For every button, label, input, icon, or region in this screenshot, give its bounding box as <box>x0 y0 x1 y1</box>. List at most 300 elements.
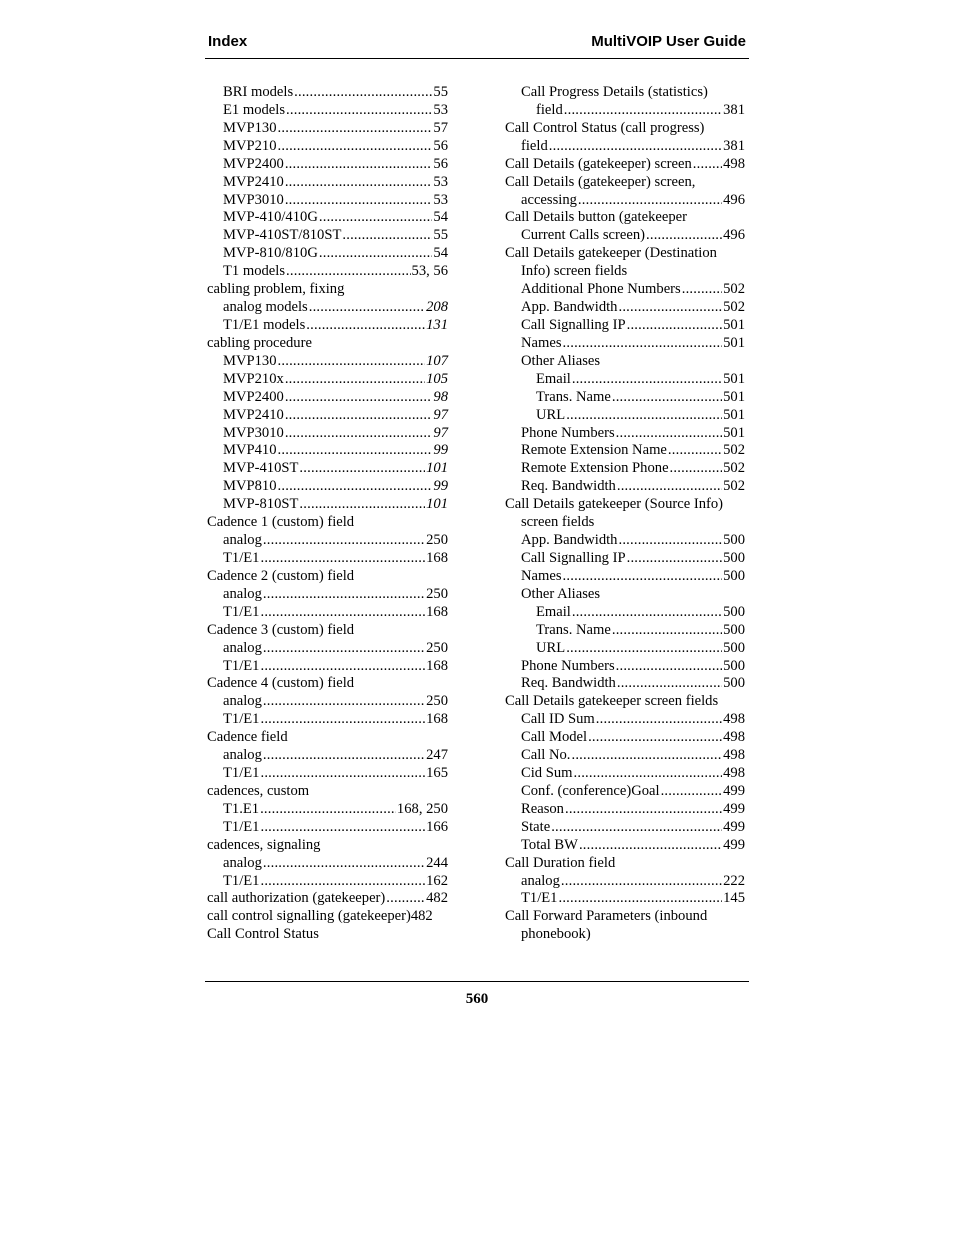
index-term: State <box>521 818 551 835</box>
dot-leader <box>616 658 722 676</box>
dot-leader <box>286 263 410 281</box>
dot-leader <box>260 819 425 837</box>
index-entry <box>505 442 745 460</box>
dot-leader <box>574 765 723 783</box>
index-term: MVP-810ST <box>223 496 299 513</box>
index-entry <box>207 425 448 443</box>
index-term: Call Details (gatekeeper) screen, <box>505 173 696 190</box>
index-page-ref: 381 <box>723 101 745 118</box>
dot-leader <box>564 102 722 120</box>
index-page-ref: 131 <box>426 316 448 333</box>
index-entry <box>505 209 745 227</box>
index-term: phonebook) <box>521 926 591 943</box>
index-term: Call ID Sum <box>521 711 595 728</box>
index-entry <box>207 209 448 227</box>
index-term: analog <box>223 585 262 602</box>
index-page-ref: 500 <box>723 603 745 620</box>
index-entry <box>207 496 448 514</box>
index-entry <box>505 174 745 192</box>
dot-leader <box>549 138 722 156</box>
dot-leader <box>285 407 433 425</box>
index-term: field <box>536 101 563 118</box>
index-entry <box>505 801 745 819</box>
index-term: accessing <box>521 191 577 208</box>
index-page-ref: 244 <box>426 854 448 871</box>
index-page-ref: 498 <box>723 711 745 728</box>
index-entry <box>207 120 448 138</box>
index-entry <box>207 227 448 245</box>
index-term: App. Bandwidth <box>521 299 618 316</box>
index-page-ref: 502 <box>723 460 745 477</box>
index-entry <box>207 353 448 371</box>
index-page-ref: 499 <box>723 782 745 799</box>
dot-leader <box>618 532 722 550</box>
index-page-ref: 99 <box>433 442 448 459</box>
index-entry <box>505 693 745 711</box>
index-term: Email <box>536 603 571 620</box>
index-term: MVP3010 <box>223 191 284 208</box>
index-term: Phone Numbers <box>521 657 615 674</box>
dot-leader <box>278 138 433 156</box>
index-entry <box>505 640 745 658</box>
index-entry <box>505 532 745 550</box>
dot-leader <box>578 192 722 210</box>
index-term: Call Details gatekeeper (Destination <box>505 245 717 262</box>
index-page-ref: 55 <box>433 84 448 100</box>
index-page-ref: 501 <box>723 316 745 333</box>
index-entry <box>207 801 448 819</box>
index-entry <box>505 371 745 389</box>
index-term: Call Duration field <box>505 854 616 871</box>
index-page-ref: 501 <box>723 388 745 405</box>
index-entry <box>505 908 745 926</box>
index-term: T1.E1 <box>223 800 260 817</box>
dot-leader <box>563 568 723 586</box>
index-entry <box>207 335 448 353</box>
index-term: T1/E1 <box>223 818 260 835</box>
index-term: analog <box>521 872 560 889</box>
index-page-ref: 381 <box>723 137 745 154</box>
index-term: Trans. Name <box>536 388 611 405</box>
index-page-ref: 501 <box>723 334 745 351</box>
index-page-ref: 99 <box>433 478 448 495</box>
index-term: URL <box>536 639 566 656</box>
index-entry <box>207 138 448 156</box>
index-entry <box>207 819 448 837</box>
index-page-ref: 56 <box>433 155 448 172</box>
index-entry <box>207 174 448 192</box>
index-page-ref: 500 <box>723 675 745 692</box>
index-term: call control signalling (gatekeeper) <box>207 908 411 925</box>
index-entry <box>505 84 745 102</box>
dot-leader <box>588 729 722 747</box>
dot-leader <box>612 622 722 640</box>
index-entry <box>505 281 745 299</box>
index-term: Cadence field <box>207 729 288 746</box>
index-term: Additional Phone Numbers <box>521 281 681 298</box>
index-entry <box>505 586 745 604</box>
index-entry <box>207 371 448 389</box>
index-page-ref: 482 <box>410 908 433 925</box>
index-term: Cadence 1 (custom) field <box>207 514 355 531</box>
index-page-ref: 53 <box>433 101 448 118</box>
index-term: Info) screen fields <box>521 263 628 280</box>
index-page-ref: 498 <box>723 747 745 764</box>
dot-leader <box>682 281 722 299</box>
index-term: MVP210 <box>223 137 277 154</box>
dot-leader <box>260 658 425 676</box>
index-term: Remote Extension Name <box>521 442 667 459</box>
index-page-ref: 496 <box>723 227 745 244</box>
index-term: Call Progress Details (statistics) <box>521 84 708 100</box>
index-term: MVP2400 <box>223 388 284 405</box>
index-page-ref: 499 <box>723 800 745 817</box>
index-entry <box>505 747 745 765</box>
index-entry <box>207 192 448 210</box>
index-entry <box>505 478 745 496</box>
dot-leader <box>627 317 723 335</box>
index-term: analog <box>223 532 262 549</box>
index-page-ref: 168, 250 <box>396 800 448 817</box>
index-term: Total BW <box>521 836 578 853</box>
index-term: cabling problem, fixing <box>207 281 345 298</box>
index-entry <box>207 407 448 425</box>
index-term: Call Details (gatekeeper) screen <box>505 155 692 172</box>
index-term: Phone Numbers <box>521 424 615 441</box>
index-page-ref: 222 <box>723 872 745 889</box>
index-entry <box>207 837 448 855</box>
index-page-ref: 168 <box>426 657 448 674</box>
index-term: Trans. Name <box>536 621 611 638</box>
dot-leader <box>278 120 433 138</box>
index-entry <box>505 568 745 586</box>
dot-leader <box>693 156 722 174</box>
index-entry <box>505 855 745 873</box>
index-entry <box>505 819 745 837</box>
index-page-ref: 500 <box>723 567 745 584</box>
index-entry <box>207 550 448 568</box>
index-entry <box>207 299 448 317</box>
index-term: MVP130 <box>223 119 277 136</box>
index-entry <box>505 227 745 245</box>
index-page-ref: 499 <box>723 818 745 835</box>
index-entry <box>505 156 745 174</box>
dot-leader <box>278 478 433 496</box>
index-entry <box>505 138 745 156</box>
index-column-left <box>207 84 448 944</box>
index-entry <box>505 299 745 317</box>
dot-leader <box>286 102 432 120</box>
dot-leader <box>285 192 433 210</box>
dot-leader <box>285 389 433 407</box>
index-term: E1 models <box>223 101 286 118</box>
index-term: Call Signalling IP <box>521 549 626 566</box>
dot-leader <box>617 478 722 496</box>
index-term: MVP410 <box>223 442 277 459</box>
index-term: Other Aliases <box>521 352 601 369</box>
index-term: Call Control Status <box>207 926 319 943</box>
dot-leader <box>342 227 432 245</box>
index-page-ref: 501 <box>723 406 745 423</box>
dot-leader <box>260 711 425 729</box>
index-entry <box>505 604 745 622</box>
dot-leader <box>565 801 722 819</box>
index-entry <box>207 460 448 478</box>
index-term: MVP810 <box>223 478 277 495</box>
index-entry <box>505 496 745 514</box>
index-term: Other Aliases <box>521 585 601 602</box>
index-page-ref: 502 <box>723 281 745 298</box>
dot-leader <box>285 425 433 443</box>
index-entry <box>505 245 745 263</box>
index-page-ref: 55 <box>433 227 448 244</box>
index-entry <box>207 622 448 640</box>
dot-leader <box>260 801 396 819</box>
index-entry <box>207 586 448 604</box>
index-term: Names <box>521 334 562 351</box>
index-entry <box>207 317 448 335</box>
index-page-ref: 56 <box>433 137 448 154</box>
index-term: cadences, signaling <box>207 836 321 853</box>
index-page-ref: 500 <box>723 639 745 656</box>
index-entry <box>505 890 745 908</box>
dot-leader <box>612 389 722 407</box>
index-term: field <box>521 137 548 154</box>
dot-leader <box>670 460 723 478</box>
index-term: MVP130 <box>223 352 277 369</box>
index-term: Req. Bandwidth <box>521 478 616 495</box>
dot-leader <box>278 442 433 460</box>
index-page-ref: 500 <box>723 532 745 549</box>
index-entry <box>505 550 745 568</box>
dot-leader <box>294 84 432 102</box>
index-entry <box>207 281 448 299</box>
dot-leader <box>596 711 722 729</box>
dot-leader <box>260 873 425 891</box>
index-entry <box>207 568 448 586</box>
index-page-ref: 97 <box>433 406 448 423</box>
index-term: Cid Sum <box>521 765 573 782</box>
index-term: T1/E1 <box>521 890 558 907</box>
index-page-ref: 101 <box>426 496 448 513</box>
index-page-ref: 250 <box>426 585 448 602</box>
index-page-ref: 105 <box>426 370 448 387</box>
dot-leader <box>306 317 425 335</box>
index-page-ref: 250 <box>426 693 448 710</box>
index-term: Remote Extension Phone <box>521 460 669 477</box>
index-term: screen fields <box>521 514 595 531</box>
index-term: MVP210x <box>223 370 284 387</box>
index-entry <box>505 926 745 944</box>
index-term: MVP3010 <box>223 424 284 441</box>
index-page-ref: 496 <box>723 191 745 208</box>
dot-leader <box>646 227 722 245</box>
index-page-ref: 501 <box>723 370 745 387</box>
index-entry <box>207 926 448 944</box>
index-entry <box>207 640 448 658</box>
index-page-ref: 168 <box>426 603 448 620</box>
index-entry <box>207 711 448 729</box>
index-entry <box>505 102 745 120</box>
index-term: Call Details gatekeeper (Source Info) <box>505 496 724 513</box>
index-page-ref: 57 <box>433 119 448 136</box>
index-page-ref: 250 <box>426 532 448 549</box>
index-term: Names <box>521 567 562 584</box>
index-entry <box>207 908 448 926</box>
index-entry <box>207 84 448 102</box>
dot-leader <box>572 371 722 389</box>
dot-leader <box>566 407 722 425</box>
index-entry <box>207 765 448 783</box>
index-term: Call No. <box>521 747 571 764</box>
index-term: URL <box>536 406 566 423</box>
index-page-ref: 501 <box>723 424 745 441</box>
dot-leader <box>263 855 425 873</box>
running-header-title: MultiVOIP User Guide <box>591 33 746 50</box>
index-term: Reason <box>521 800 564 817</box>
index-entry <box>207 783 448 801</box>
page-number: 560 <box>465 991 489 1007</box>
index-term: App. Bandwidth <box>521 532 618 549</box>
index-page-ref: 500 <box>723 621 745 638</box>
dot-leader <box>263 693 425 711</box>
dot-leader <box>561 873 722 891</box>
index-page-ref: 168 <box>426 549 448 566</box>
index-term: MVP2400 <box>223 155 284 172</box>
index-page-ref: 168 <box>426 711 448 728</box>
index-term: Current Calls screen) <box>521 227 646 244</box>
dot-leader <box>299 496 425 514</box>
index-page-ref: 250 <box>426 639 448 656</box>
index-page-ref: 166 <box>426 818 448 835</box>
index-term: cabling procedure <box>207 334 312 351</box>
index-term: Cadence 3 (custom) field <box>207 621 355 638</box>
index-term: Call Signalling IP <box>521 316 626 333</box>
index-entry <box>207 389 448 407</box>
index-page-ref: 54 <box>433 245 448 262</box>
dot-leader <box>572 604 722 622</box>
index-term: Req. Bandwidth <box>521 675 616 692</box>
index-column-right <box>505 84 745 944</box>
footer-rule <box>205 981 749 982</box>
index-entry <box>505 353 745 371</box>
index-entry <box>505 263 745 281</box>
index-entry <box>505 335 745 353</box>
index-entry <box>207 747 448 765</box>
index-term: MVP-410/410G <box>223 209 318 226</box>
index-entry <box>207 729 448 747</box>
index-entry <box>207 873 448 891</box>
index-entry <box>207 532 448 550</box>
index-page-ref: 498 <box>723 729 745 746</box>
index-term: T1/E1 <box>223 657 260 674</box>
index-entry <box>505 407 745 425</box>
index-term: call authorization (gatekeeper) <box>207 890 386 907</box>
dot-leader <box>263 747 425 765</box>
index-page-ref: 145 <box>723 890 745 907</box>
index-term: BRI models <box>223 84 294 100</box>
dot-leader <box>263 640 425 658</box>
index-term: Cadence 4 (custom) field <box>207 675 355 692</box>
index-page-ref: 247 <box>426 747 448 764</box>
index-term: T1 models <box>223 263 286 280</box>
index-term: Call Details button (gatekeeper <box>505 209 687 226</box>
dot-leader <box>571 747 722 765</box>
index-page-ref: 502 <box>723 478 745 495</box>
index-entry <box>505 460 745 478</box>
index-entry <box>505 873 745 891</box>
index-entry <box>505 729 745 747</box>
dot-leader <box>285 174 433 192</box>
index-page-ref: 498 <box>723 155 745 172</box>
index-page-ref: 499 <box>723 836 745 853</box>
index-entry <box>505 317 745 335</box>
index-entry <box>505 711 745 729</box>
index-term: analog <box>223 693 262 710</box>
index-entry <box>505 389 745 407</box>
dot-leader <box>386 890 425 908</box>
dot-leader <box>260 765 425 783</box>
index-entry <box>505 622 745 640</box>
index-entry <box>207 693 448 711</box>
index-page-ref: 502 <box>723 299 745 316</box>
dot-leader <box>618 299 722 317</box>
index-term: MVP-410ST <box>223 460 299 477</box>
index-term: analog models <box>223 299 308 316</box>
dot-leader <box>668 442 722 460</box>
dot-leader <box>627 550 723 568</box>
index-entry <box>207 263 448 281</box>
index-page-ref: 208 <box>426 299 448 316</box>
index-term: Call Model <box>521 729 588 746</box>
dot-leader <box>579 837 722 855</box>
index-term: Conf. (conference)Goal <box>521 782 660 799</box>
index-page-ref: 107 <box>426 352 448 369</box>
index-page-ref: 498 <box>723 765 745 782</box>
index-page-ref: 162 <box>426 872 448 889</box>
index-term: MVP2410 <box>223 173 284 190</box>
index-term: T1/E1 models <box>223 316 306 333</box>
dot-leader <box>319 245 433 263</box>
index-entry <box>207 102 448 120</box>
index-term: MVP-410ST/810ST <box>223 227 342 244</box>
dot-leader <box>278 353 426 371</box>
dot-leader <box>616 425 722 443</box>
index-page-ref: 500 <box>723 549 745 566</box>
index-term: T1/E1 <box>223 765 260 782</box>
index-page-ref: 97 <box>433 424 448 441</box>
index-page-ref: 502 <box>723 442 745 459</box>
index-term: analog <box>223 747 262 764</box>
dot-leader <box>563 335 723 353</box>
index-term: Cadence 2 (custom) field <box>207 567 355 584</box>
index-entry <box>505 837 745 855</box>
dot-leader <box>319 209 433 227</box>
index-entry <box>207 675 448 693</box>
index-term: MVP2410 <box>223 406 284 423</box>
index-page-ref: 101 <box>426 460 448 477</box>
dot-leader <box>299 460 425 478</box>
index-entry <box>207 156 448 174</box>
index-term: Call Details gatekeeper screen fields <box>505 693 719 710</box>
index-term: MVP-810/810G <box>223 245 318 262</box>
dot-leader <box>558 890 722 908</box>
index-entry <box>505 192 745 210</box>
dot-leader <box>551 819 722 837</box>
index-entry <box>505 765 745 783</box>
dot-leader <box>661 783 723 801</box>
index-entry <box>207 658 448 676</box>
